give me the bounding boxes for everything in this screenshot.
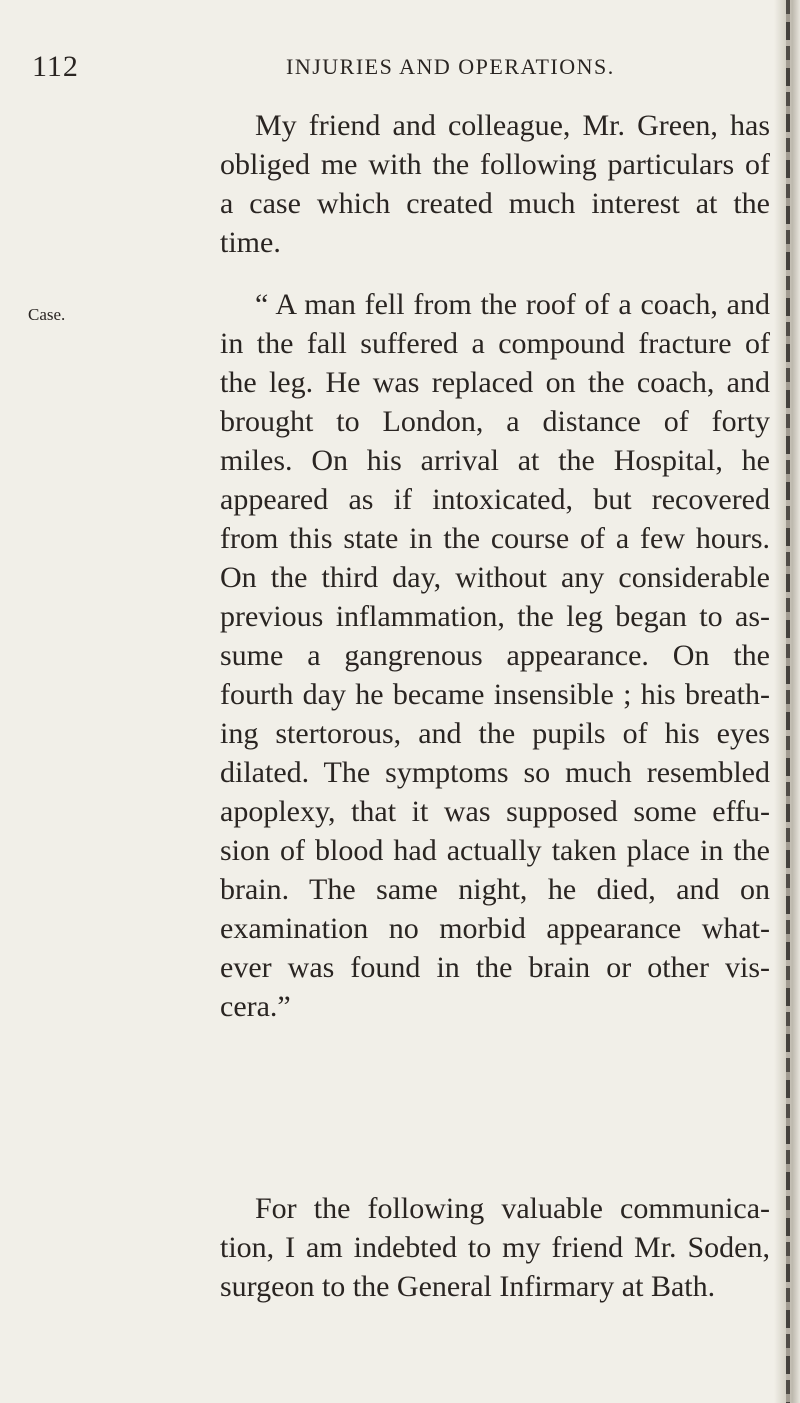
text-line: On the third day, without any considerable	[220, 561, 770, 594]
text-line: dilated. The symptoms so much resembled	[220, 756, 770, 789]
page-number: 112	[32, 50, 79, 83]
paragraph-case-quote	[220, 285, 770, 1026]
text-line: the leg. He was replaced on the coach, and	[220, 366, 770, 399]
text-line: previous inflammation, the leg began to as-	[220, 600, 770, 633]
page-edge-binding	[786, 0, 790, 1403]
text-line: fourth day he became insensible ; his breath-	[220, 678, 770, 711]
text-line: sume a gangrenous appearance. On the	[220, 639, 770, 672]
text-line: in the fall suffered a compound fracture of	[220, 327, 770, 360]
text-line: from this state in the course of a few hours.	[220, 522, 770, 555]
paragraph-intro	[220, 106, 770, 262]
text-line: ing stertorous, and the pupils of his eyes	[220, 717, 770, 750]
text-line: apoplexy, that it was supposed some effu-	[220, 795, 770, 828]
text-line: For the following valuable communica-	[255, 1192, 770, 1225]
paragraph-communication	[220, 1189, 770, 1306]
text-line: tion, I am indebted to my friend Mr. Soden,	[220, 1231, 770, 1264]
text-line: obliged me with the following particulars of	[220, 148, 770, 181]
text-line: brain. The same night, he died, and on	[220, 873, 770, 906]
text-line: surgeon to the General Infirmary at Bath.	[220, 1270, 716, 1303]
text-line: sion of blood had actually taken place in the	[220, 834, 770, 867]
text-line: examination no morbid appearance what-	[220, 912, 770, 945]
text-line: appeared as if intoxicated, but recovered	[220, 483, 770, 516]
text-line: ever was found in the brain or other vis-	[220, 951, 770, 984]
text-line: a case which created much interest at the	[220, 187, 770, 220]
text-line: brought to London, a distance of forty	[220, 405, 770, 438]
text-line: time.	[220, 226, 281, 259]
text-line: miles. On his arrival at the Hospital, he	[220, 444, 770, 477]
text-line: “ A man fell from the roof of a coach, and	[255, 288, 770, 321]
running-head: INJURIES AND OPERATIONS.	[286, 54, 615, 79]
text-line: cera.”	[220, 990, 291, 1023]
text-line: My friend and colleague, Mr. Green, has	[255, 109, 770, 142]
margin-note-case: Case.	[28, 305, 66, 324]
